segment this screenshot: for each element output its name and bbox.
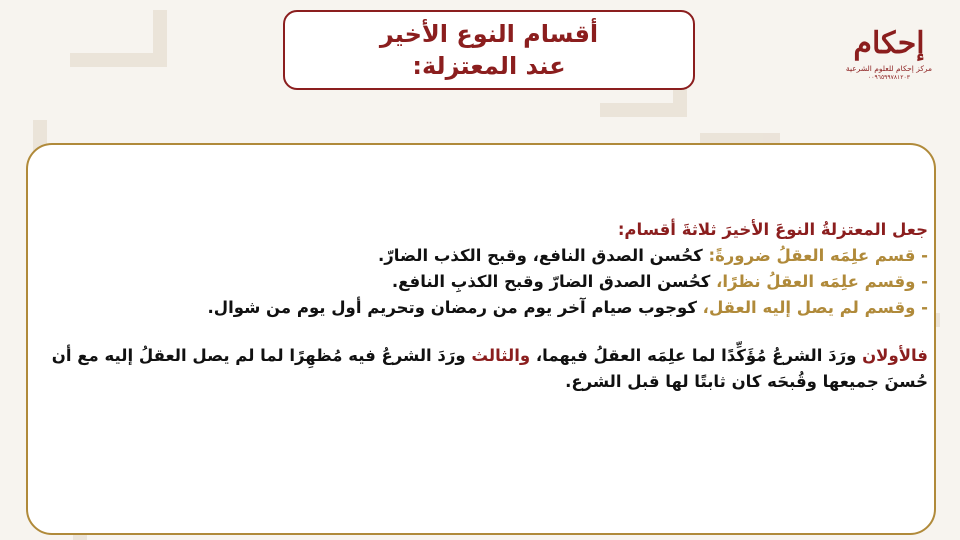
item-label: وقسم لم يصل إليه العقل، (702, 298, 916, 317)
body-text (46, 217, 928, 395)
item-label: قسم علِمَه العقلُ ضرورةً: (708, 246, 916, 265)
item-dash: - (921, 246, 928, 265)
item-dash: - (921, 298, 928, 317)
first-two-label: فالأولان (862, 346, 928, 365)
list-item-3 (46, 295, 928, 321)
title-line-1: أقسام النوع الأخير (379, 20, 599, 48)
conclusion-paragraph (46, 343, 928, 395)
third-label: والثالث (471, 346, 531, 365)
logo (846, 24, 932, 100)
list-item-2 (46, 269, 928, 295)
first-two-text: ورَدَ الشرعُ مُؤَكِّدًا لما علِمَه العقلُ فيهما، (535, 346, 857, 365)
list-item-1 (46, 243, 928, 269)
item-text: كحُسن الصدق الضارّ وقبح الكذبِ النافع. (391, 272, 711, 291)
third-text: ورَدَ الشرعُ فيه مُظهِرًا لما لم يصل العقلُ إليه مع أن حُسنَ جميعها وقُبحَه كان ثابتًا لها قبل الشرع. (51, 346, 928, 391)
intro-line: جعل المعتزلةُ النوعَ الأخيرَ ثلاثةَ أقسام: (617, 220, 928, 239)
item-label: وقسم علِمَه العقلُ نظرًا، (716, 272, 916, 291)
item-text: كوجوب صيام آخر يوم من رمضان وتحريم أول يوم من شوال. (207, 298, 697, 317)
title-box (283, 10, 695, 90)
logo-wordmark: إحكام (853, 26, 925, 61)
title-line-2: عند المعتزلة: (412, 52, 566, 80)
logo-number: ٠٠٩٦٥٩٩٧٨١٢٠٣ (868, 74, 910, 81)
item-dash: - (921, 272, 928, 291)
item-text: كحُسن الصدق النافع، وقبح الكذب الضارّ. (378, 246, 703, 265)
logo-subtitle: مركز إحكام للعلوم الشرعية (845, 64, 933, 73)
